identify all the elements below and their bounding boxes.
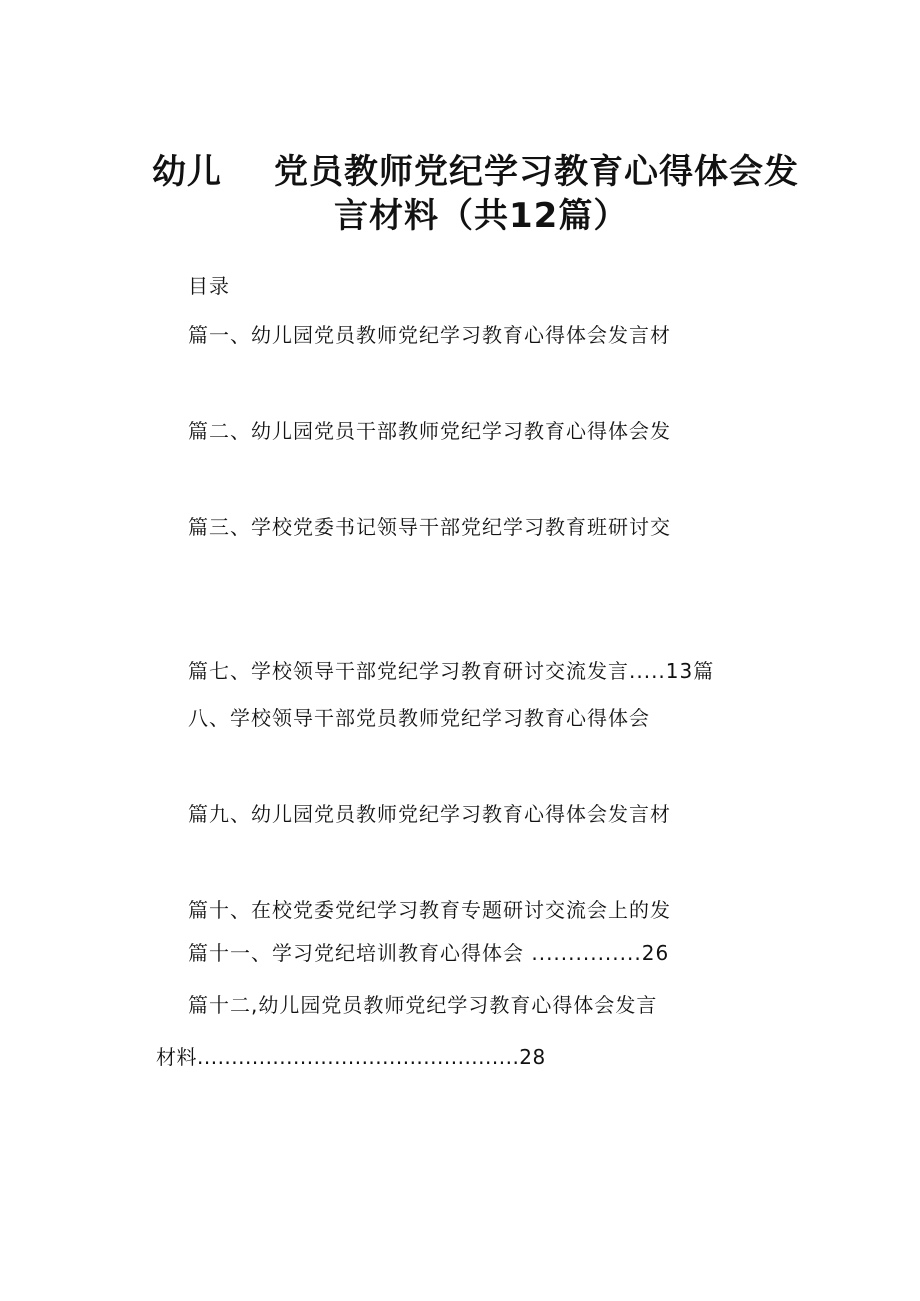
toc-heading: 目录: [188, 274, 230, 298]
toc-entry-7[interactable]: 篇七、学校领导干部党纪学习教育研讨交流发言.....13篇: [188, 659, 715, 683]
toc-entry-1[interactable]: 篇一、幼儿园党员教师党纪学习教育心得体会发言材: [188, 323, 671, 347]
toc-entry-10[interactable]: 篇十、在校党委党纪学习教育专题研讨交流会上的发: [188, 898, 671, 922]
toc-entry-11[interactable]: 篇十一、学习党纪培训教育心得体会 ...............26: [188, 941, 670, 965]
toc-entry-2[interactable]: 篇二、幼儿园党员干部教师党纪学习教育心得体会发: [188, 419, 671, 443]
title-part-1: 幼儿: [152, 152, 222, 192]
toc-entry-3[interactable]: 篇三、学校党委书记领导干部党纪学习教育班研讨交: [188, 515, 671, 539]
toc-entry-12[interactable]: 篇十二,幼儿园党员教师党纪学习教育心得体会发言: [188, 993, 658, 1017]
toc-entry-8[interactable]: 八、学校领导干部党员教师党纪学习教育心得体会: [188, 706, 650, 730]
toc-entry-9[interactable]: 篇九、幼儿园党员教师党纪学习教育心得体会发言材: [188, 802, 671, 826]
document-title-line-1: [152, 152, 799, 192]
toc-entry-12-continuation[interactable]: 材料...............................................28: [156, 1045, 546, 1069]
document-title-line-2: 言材料（共12篇）: [334, 196, 629, 236]
title-part-2: 党员教师党纪学习教育心得体会发: [274, 152, 799, 192]
